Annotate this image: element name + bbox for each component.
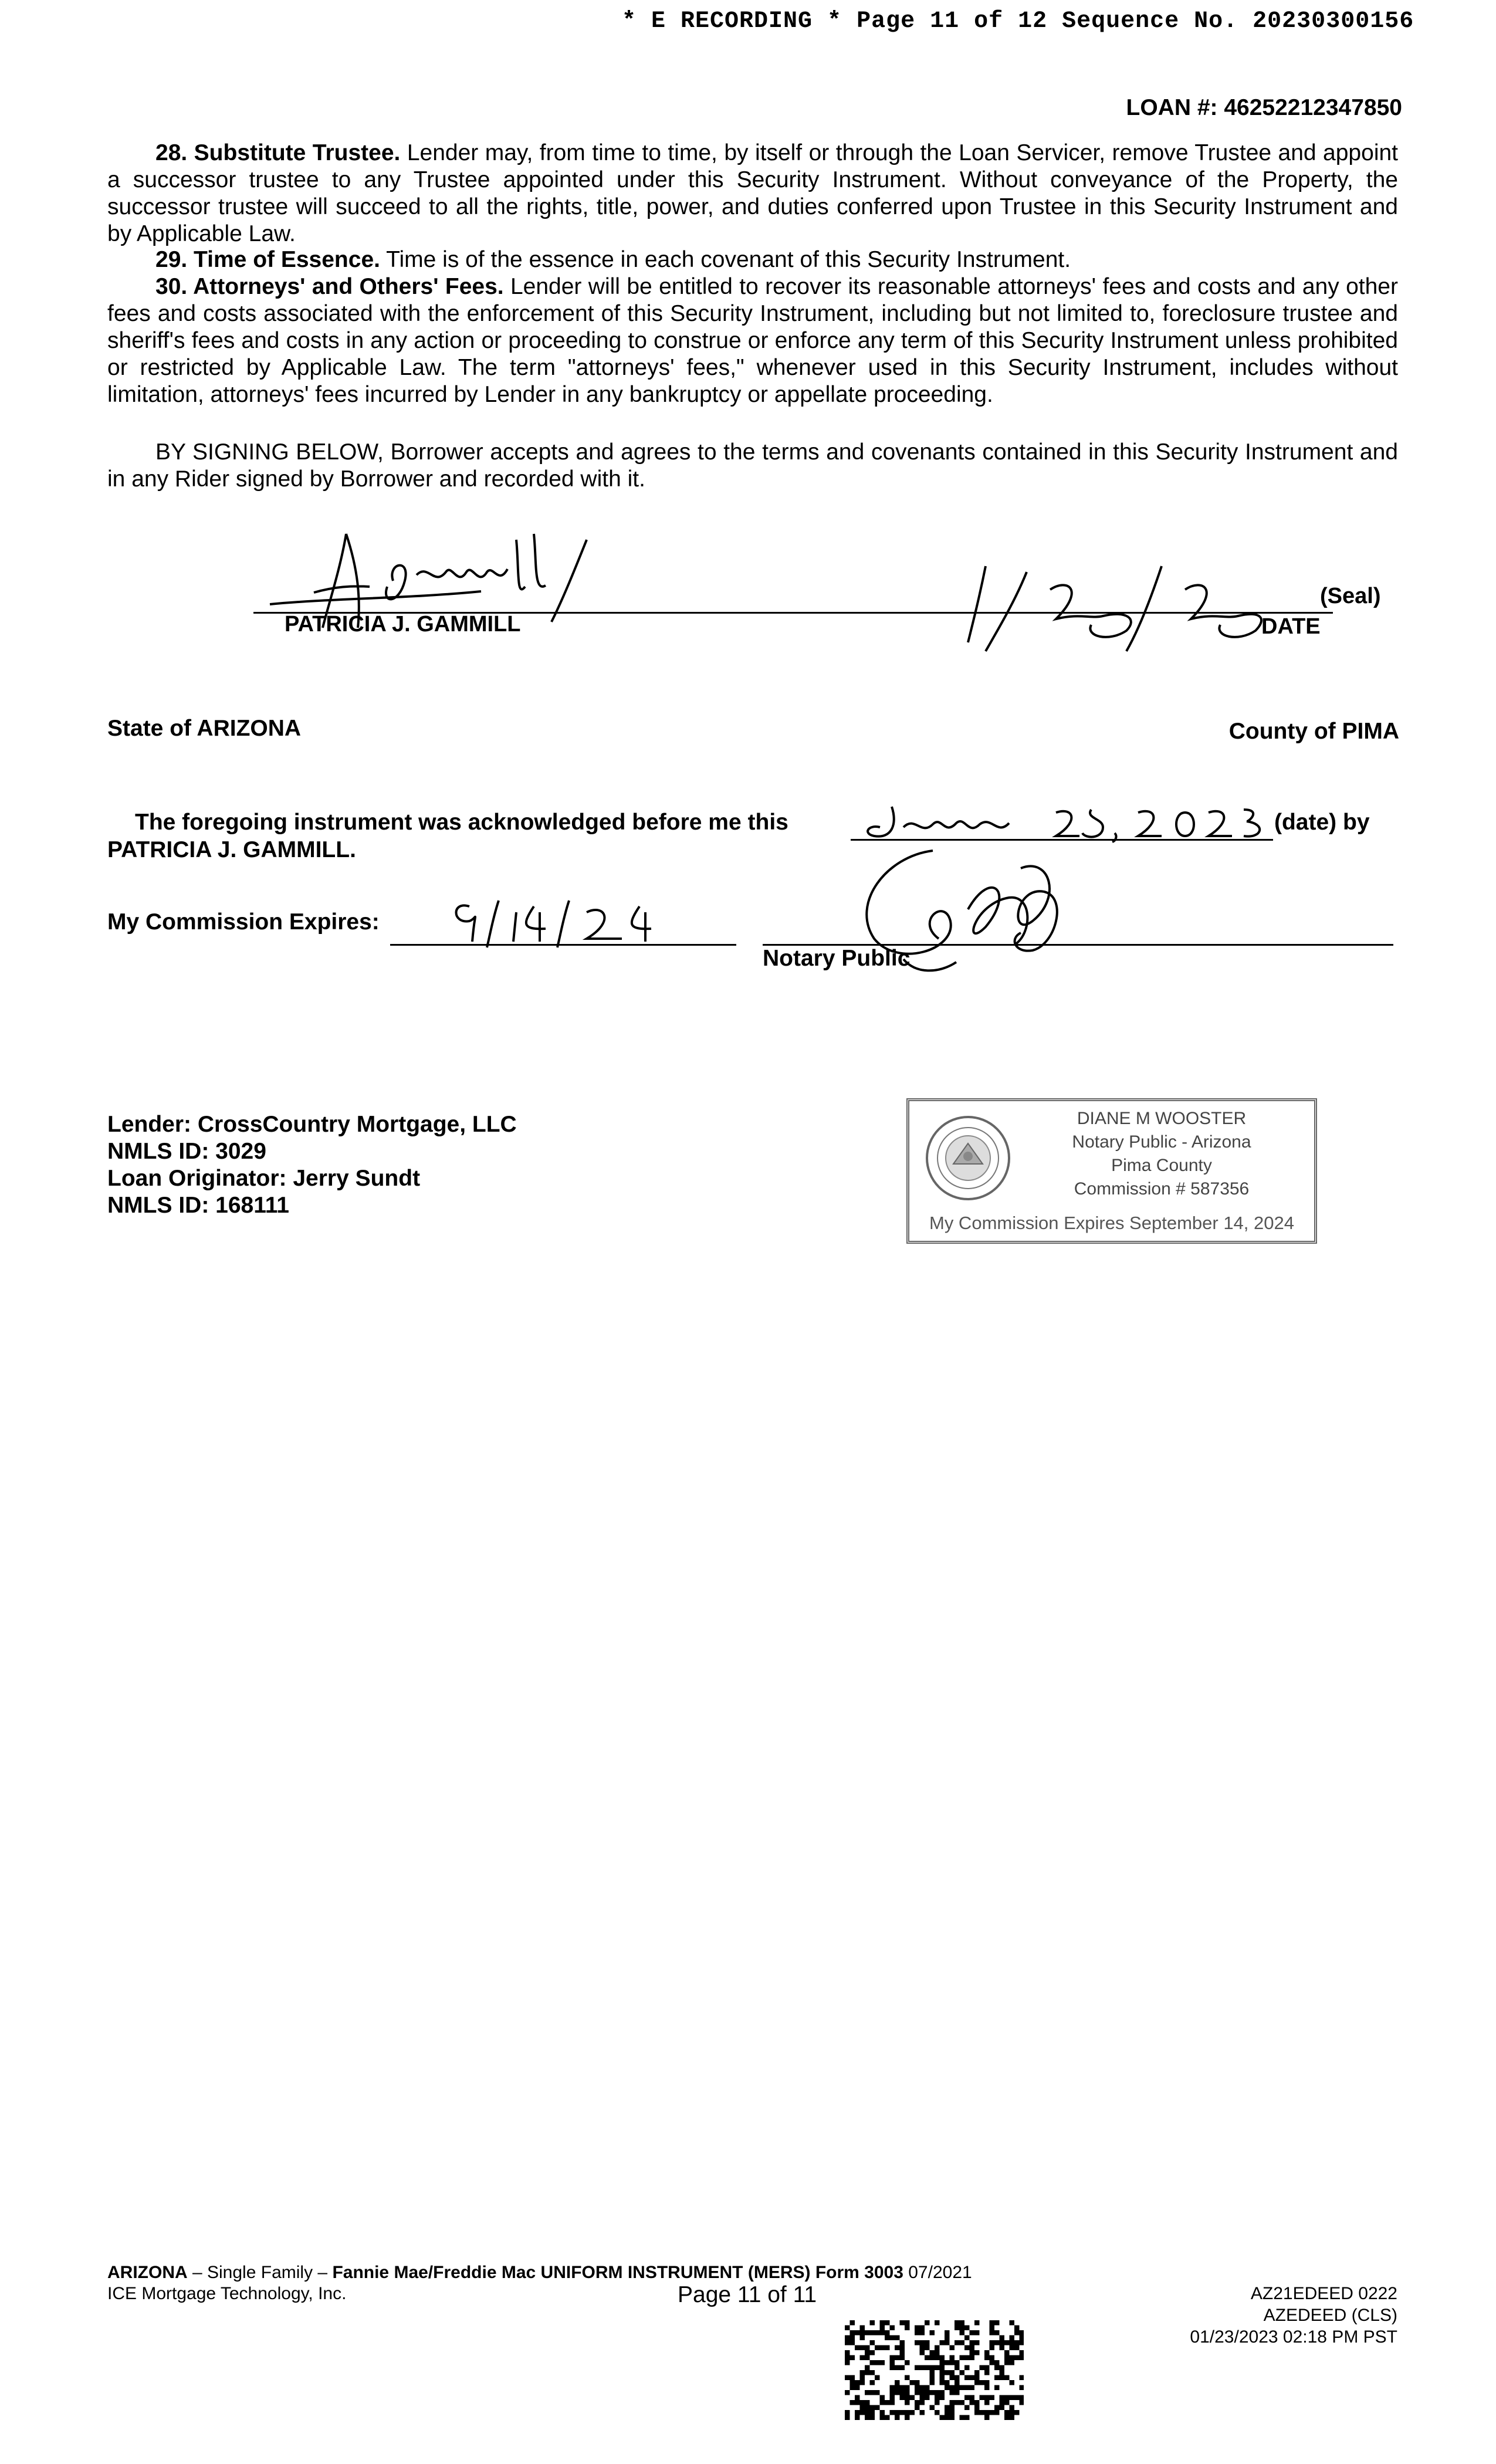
commission-expires-line	[390, 944, 736, 946]
seal-label: (Seal)	[1320, 584, 1381, 608]
stamp-expiration: My Commission Expires September 14, 2024	[929, 1213, 1294, 1233]
borrower-name: PATRICIA J. GAMMILL	[285, 612, 521, 637]
date-label: DATE	[1261, 614, 1321, 639]
acknowledgment-name: PATRICIA J. GAMMILL.	[107, 837, 356, 862]
footer-page-number: Page 11 of 11	[678, 2282, 817, 2307]
barcode-icon	[845, 2320, 1024, 2420]
footer-timestamp: 01/23/2023 02:18 PM PST	[1190, 2327, 1397, 2347]
section-30	[107, 273, 1398, 408]
section-30-heading: 30. Attorneys' and Others' Fees.	[155, 274, 504, 299]
commission-expires-label: My Commission Expires:	[107, 909, 380, 935]
signature-date-handwritten	[950, 554, 1279, 654]
section-30-text: Lender will be entitled to recover its reasonable attorneys' fees and costs and any other fees and costs associated with the enforcement of this Security Instrument, including but not limited to, foreclosure trustee and sheriff's fees and costs in any action or proceeding to construe or enforce any term of this Security Instrument unless prohibited or restricted by Applicable Law. The term "attorneys' fees," whenever used in this Security Instrument, includes without limitation, attorneys' fees incurred by Lender in any bankruptcy or appellate proceeding.	[107, 274, 1398, 407]
section-29-heading: 29. Time of Essence.	[155, 247, 380, 272]
footer-company: ICE Mortgage Technology, Inc.	[107, 2284, 347, 2303]
footer-form-date: 07/2021	[903, 2263, 972, 2282]
signing-statement: BY SIGNING BELOW, Borrower accepts and agrees to the terms and covenants contained in this Security Instrument and in any Rider signed by Borrower and recorded with it.	[107, 439, 1398, 492]
section-28-text: Lender may, from time to time, by itself or through the Loan Servicer, remove Trustee and appoint a successor trustee to any Trustee appointed under this Security Instrument. Without conveyance of the Property, the successor trustee will succeed to all the rights, title, power, and duties conferred upon Trustee in this Security Instrument and by Applicable Law.	[107, 140, 1399, 246]
notary-stamp	[906, 1098, 1317, 1244]
footer-form-title: Fannie Mae/Freddie Mac UNIFORM INSTRUMENT (MERS) Form 3003	[332, 2263, 903, 2282]
acknowledgment-text: The foregoing instrument was acknowledged before me this	[135, 810, 788, 835]
section-28-heading: 28. Substitute Trustee.	[155, 140, 401, 165]
lender-name: Lender: CrossCountry Mortgage, LLC	[107, 1112, 517, 1137]
footer-state: ARIZONA	[107, 2263, 188, 2282]
footer-document-code: AZEDEED (CLS)	[1263, 2306, 1397, 2325]
stamp-county: Pima County	[1111, 1156, 1212, 1175]
footer-form-code: AZ21EDEED 0222	[1250, 2284, 1397, 2303]
stamp-commission-number: Commission # 587356	[1074, 1179, 1250, 1199]
section-29	[107, 246, 1398, 273]
county-label: County of PIMA	[1228, 719, 1399, 744]
section-28	[107, 140, 1398, 248]
footer-form-mid: – Single Family –	[187, 2263, 333, 2282]
state-seal-icon	[924, 1114, 1012, 1202]
loan-originator: Loan Originator: Jerry Sundt	[107, 1166, 421, 1191]
footer-form-line	[107, 2263, 972, 2283]
lender-nmls: NMLS ID: 3029	[107, 1139, 266, 1164]
loan-number: LOAN #: 46252212347850	[1126, 95, 1402, 120]
acknowledgment-date-suffix: (date) by	[1274, 810, 1370, 835]
section-29-text: Time is of the essence in each covenant of this Security Instrument.	[380, 247, 1071, 272]
stamp-notary-name: DIANE M WOOSTER	[1077, 1109, 1247, 1128]
state-label: State of ARIZONA	[107, 716, 302, 741]
stamp-notary-title: Notary Public - Arizona	[1072, 1132, 1251, 1152]
notary-public-label: Notary Public	[763, 946, 911, 971]
originator-nmls: NMLS ID: 168111	[107, 1193, 289, 1218]
recording-header: * E RECORDING * Page 11 of 12 Sequence No. 20230300156	[622, 8, 1414, 35]
